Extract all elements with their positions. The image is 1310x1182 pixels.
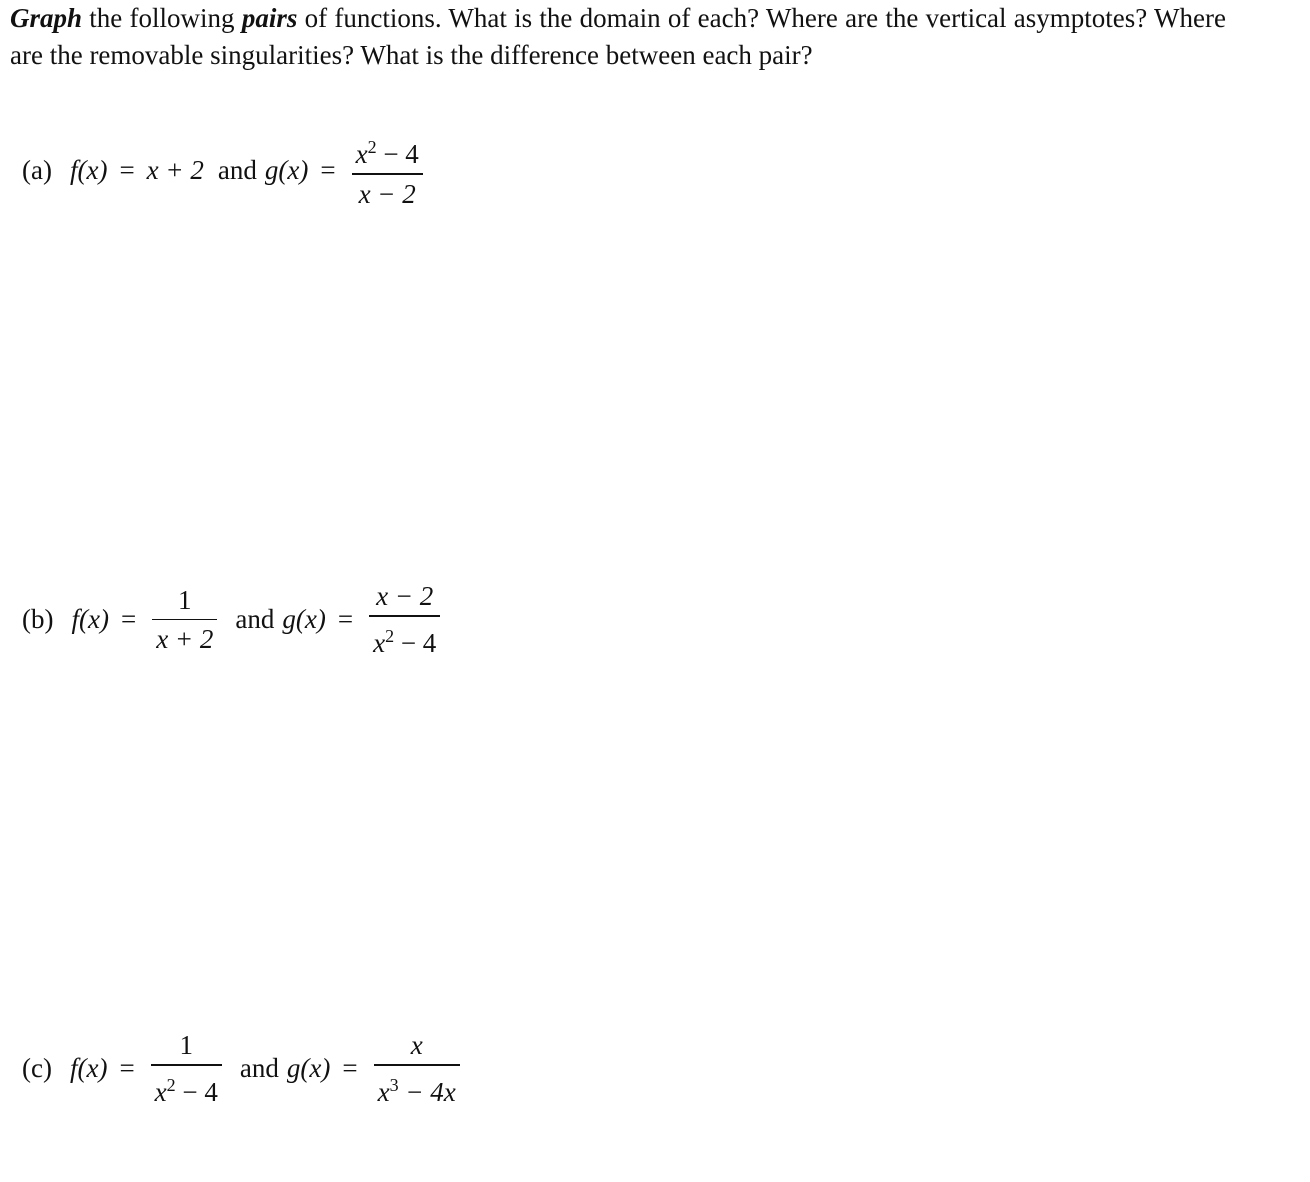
problem-b	[22, 579, 444, 660]
problem-c-f-denominator: $x^2 - 4$	[154, 1074, 218, 1107]
problem-c-f-numerator: 1	[179, 1030, 194, 1060]
problem-b-g-equals: =	[337, 603, 354, 634]
problem-b-g-fraction	[369, 579, 440, 660]
problem-a	[22, 130, 427, 211]
intro-text-2: of functions. What is the domain of each? Where are the vertical asymptotes? Where are the removable singularities? What is the difference between each pair?	[10, 3, 1227, 70]
problem-b-g-numerator: x − 2	[376, 581, 434, 611]
problem-b-label: (b)	[22, 603, 54, 634]
problem-a-f-lhs: f(x)	[69, 154, 108, 185]
problem-c-f-equals: =	[119, 1052, 135, 1083]
problem-b-g-denominator: $x^2 - 4$	[373, 625, 437, 658]
intro-text-1: the following	[82, 3, 242, 33]
problem-b-f-equals: =	[120, 603, 137, 634]
problem-b-f-fraction	[152, 583, 217, 657]
problem-b-f-denominator: x + 2	[156, 624, 214, 655]
problem-b-g-lhs: g(x)	[282, 603, 326, 634]
problem-c-f-lhs: f(x)	[69, 1052, 108, 1083]
problem-c-f-fraction	[151, 1028, 222, 1109]
instructions-paragraph	[10, 0, 1226, 74]
problem-a-g-fraction	[352, 130, 423, 211]
problem-c	[22, 1028, 464, 1109]
problem-a-f-expression: x + 2	[146, 154, 204, 185]
graph-word: Graph	[10, 3, 83, 33]
problem-c-g-numerator: x	[410, 1030, 423, 1060]
problem-a-label: (a)	[22, 154, 52, 185]
problem-c-and: and	[239, 1052, 279, 1083]
problem-a-g-lhs: g(x)	[264, 154, 309, 185]
problem-c-g-equals: =	[342, 1052, 358, 1083]
problem-a-g-denominator: x − 2	[358, 178, 416, 209]
problem-b-f-lhs: f(x)	[71, 603, 109, 634]
problem-c-g-denominator: $x^3 - 4x$	[377, 1074, 456, 1107]
pairs-word: pairs	[241, 3, 298, 33]
problem-a-g-numerator: $x^2 - 4$	[355, 137, 419, 169]
problem-c-g-fraction	[374, 1028, 460, 1109]
problem-b-f-numerator: 1	[178, 584, 192, 615]
problem-a-and: and	[217, 154, 257, 185]
problem-b-and: and	[235, 603, 275, 634]
problem-c-label: (c)	[22, 1052, 52, 1083]
problem-c-g-lhs: g(x)	[286, 1052, 331, 1083]
problem-a-f-equals: =	[119, 154, 135, 185]
problem-a-g-equals: =	[320, 154, 336, 185]
